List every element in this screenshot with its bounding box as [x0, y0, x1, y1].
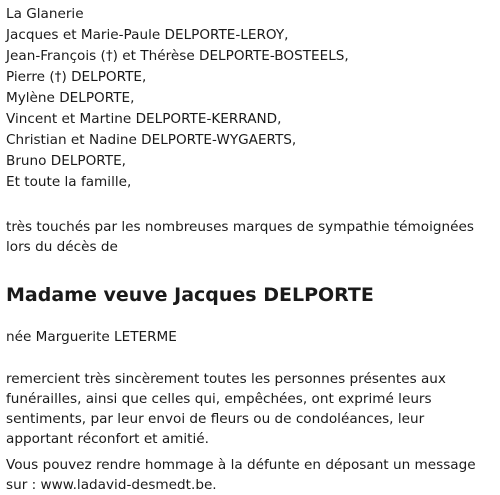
family-line: Pierre (†) DELPORTE, [6, 69, 147, 85]
family-line: Jacques et Marie-Paule DELPORTE-LEROY, [6, 27, 289, 43]
family-line: Vincent et Martine DELPORTE-KERRAND, [6, 111, 282, 127]
family-line: Jean-François (†) et Thérèse DELPORTE-BOSTEELS, [6, 48, 349, 64]
family-line: Et toute la famille, [6, 174, 132, 190]
family-line: Mylène DELPORTE, [6, 90, 135, 106]
tribute-text: Vous pouvez rendre hommage à la défunte en déposant un message sur : www.ladavid-desmedt.be. [6, 457, 476, 493]
thanks-text: remercient très sincèrement toutes les personnes présentes aux funérailles, ainsi que celles qui, empêchées, ont exprimé leurs sentiments, par leur envoi de fleurs ou de condoléances, leur apportant réconfort et amitié. [6, 371, 446, 447]
family-line: Bruno DELPORTE, [6, 153, 126, 169]
intro-text: très touchés par les nombreuses marques de sympathie témoignées lors du décès de [6, 219, 474, 255]
family-line: Christian et Nadine DELPORTE-WYGAERTS, [6, 132, 297, 148]
deceased-name: Madame veuve Jacques DELPORTE [6, 284, 374, 306]
maiden-name: née Marguerite LETERME [6, 329, 177, 345]
family-list [6, 4, 494, 193]
location-line: La Glanerie [6, 6, 84, 22]
